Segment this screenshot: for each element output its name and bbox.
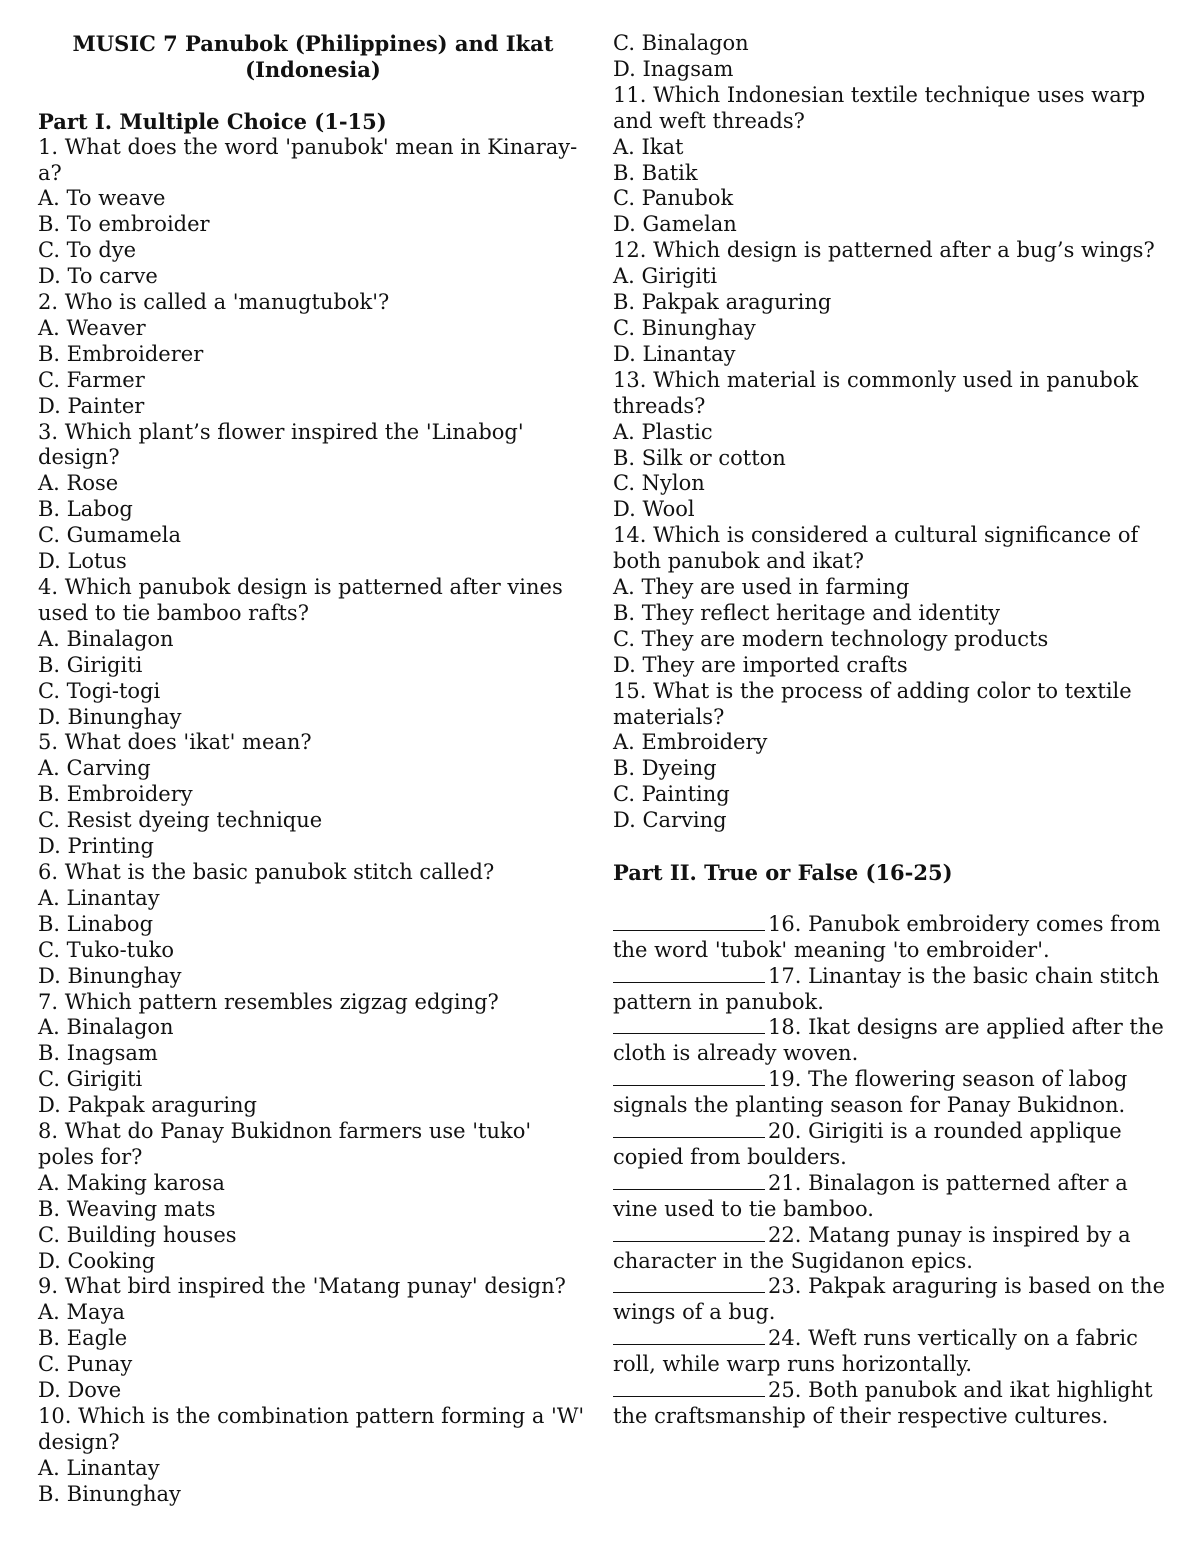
question-line-left-29: 6. What is the basic panubok stitch called? — [38, 859, 495, 884]
question-line-right-18: C. Nylon — [613, 471, 705, 496]
answer-blank[interactable] — [613, 964, 765, 983]
question-line-left-16: C. Gumamela — [38, 523, 181, 548]
tf-statement: 20. Girigiti is a rounded applique — [768, 1119, 1122, 1144]
question-line-left-48: C. Punay — [38, 1352, 133, 1377]
tf-item — [613, 1274, 1178, 1300]
tf-statement-continued: cloth is already woven. — [613, 1041, 859, 1066]
question-list-right — [613, 31, 1178, 834]
question-line-right-8: D. Gamelan — [613, 212, 737, 237]
question-line-right-4: and weft threads? — [613, 108, 805, 133]
question-line-left-9: B. Embroiderer — [38, 341, 204, 366]
question-line-left-22: C. Togi-togi — [38, 678, 161, 703]
tf-statement: 21. Binalagon is patterned after a — [768, 1170, 1128, 1195]
tf-statement: 17. Linantay is the basic chain stitch — [768, 963, 1160, 988]
question-line-right-9: 12. Which design is patterned after a bug’s wings? — [613, 238, 1155, 263]
question-line-right-28: A. Embroidery — [613, 730, 768, 755]
question-line-left-8: A. Weaver — [38, 315, 146, 340]
answer-blank[interactable] — [613, 1326, 765, 1345]
tf-item — [613, 912, 1178, 938]
question-line-left-15: B. Labog — [38, 497, 133, 522]
question-line-right-16: A. Plastic — [613, 419, 713, 444]
question-line-right-12: C. Binunghay — [613, 315, 756, 340]
page-title-line-2: (Indonesia) — [245, 56, 381, 82]
spacer — [38, 83, 598, 109]
question-line-left-11: D. Painter — [38, 393, 145, 418]
question-line-right-15: threads? — [613, 393, 706, 418]
right-column — [613, 31, 1178, 1430]
question-line-left-5: C. To dye — [38, 238, 137, 263]
question-line-left-4: B. To embroider — [38, 212, 210, 237]
question-line-left-42: B. Weaving mats — [38, 1196, 216, 1221]
question-line-right-19: D. Wool — [613, 497, 695, 522]
question-line-left-46: A. Maya — [38, 1300, 125, 1325]
question-line-right-20: 14. Which is considered a cultural significance of — [613, 523, 1139, 548]
answer-blank[interactable] — [613, 912, 765, 931]
part2-heading: Part II. True or False (16-25) — [613, 859, 953, 885]
tf-item — [613, 1015, 1178, 1041]
true-false-list — [613, 912, 1178, 1430]
question-line-left-39: 8. What do Panay Bukidnon farmers use 'tuko' — [38, 1119, 532, 1144]
tf-item — [613, 1119, 1178, 1145]
tf-item — [613, 1067, 1178, 1093]
tf-statement-continued: the word 'tubok' meaning 'to embroider'. — [613, 937, 1050, 962]
question-line-left-33: D. Binunghay — [38, 963, 182, 988]
question-line-left-41: A. Making karosa — [38, 1170, 225, 1195]
question-line-right-27: materials? — [613, 704, 725, 729]
page-title-line-1: MUSIC 7 Panubok (Philippines) and Ikat — [72, 31, 554, 56]
question-line-left-50: 10. Which is the combination pattern forming a 'W' — [38, 1404, 585, 1429]
question-line-left-35: A. Binalagon — [38, 1015, 174, 1040]
question-line-right-25: D. They are imported crafts — [613, 652, 908, 677]
question-line-left-19: used to tie bamboo rafts? — [38, 600, 309, 625]
question-line-right-24: C. They are modern technology products — [613, 626, 1049, 651]
question-line-right-30: C. Painting — [613, 782, 730, 807]
tf-statement-continued: character in the Sugidanon epics. — [613, 1248, 973, 1273]
tf-statement: 18. Ikat designs are applied after the — [768, 1015, 1164, 1040]
question-line-left-38: D. Pakpak araguring — [38, 1093, 258, 1118]
question-line-right-23: B. They reflect heritage and identity — [613, 600, 1001, 625]
answer-blank[interactable] — [613, 1378, 765, 1397]
question-line-right-17: B. Silk or cotton — [613, 445, 786, 470]
question-line-left-20: A. Binalagon — [38, 626, 174, 651]
question-line-left-14: A. Rose — [38, 471, 119, 496]
question-line-right-10: A. Girigiti — [613, 264, 718, 289]
question-line-right-7: C. Panubok — [613, 186, 734, 211]
question-line-left-23: D. Binunghay — [38, 704, 182, 729]
question-line-left-37: C. Girigiti — [38, 1067, 143, 1092]
question-line-left-13: design? — [38, 445, 120, 470]
tf-statement-continued: vine used to tie bamboo. — [613, 1196, 874, 1221]
answer-blank[interactable] — [613, 1223, 765, 1242]
tf-statement: 19. The flowering season of labog — [768, 1067, 1128, 1092]
spacer — [613, 834, 1178, 860]
question-line-left-34: 7. Which pattern resembles zigzag edging? — [38, 989, 499, 1014]
question-line-left-18: 4. Which panubok design is patterned after vines — [38, 575, 563, 600]
question-line-left-1: 1. What does the word 'panubok' mean in Kinaray- — [38, 134, 578, 159]
question-line-right-11: B. Pakpak araguring — [613, 290, 832, 315]
tf-statement: 24. Weft runs vertically on a fabric — [768, 1326, 1138, 1351]
question-line-right-29: B. Dyeing — [613, 756, 717, 781]
tf-statement: 16. Panubok embroidery comes from — [768, 911, 1161, 936]
question-line-left-7: 2. Who is called a 'manugtubok'? — [38, 290, 390, 315]
question-line-right-3: 11. Which Indonesian textile technique uses warp — [613, 82, 1146, 107]
question-line-left-36: B. Inagsam — [38, 1041, 158, 1066]
question-line-left-40: poles for? — [38, 1144, 143, 1169]
tf-item — [613, 1326, 1178, 1352]
tf-statement: 22. Matang punay is inspired by a — [768, 1222, 1131, 1247]
answer-blank[interactable] — [613, 1119, 765, 1138]
question-line-left-3: A. To weave — [38, 186, 166, 211]
question-list-left — [38, 135, 598, 1508]
question-line-left-32: C. Tuko-tuko — [38, 937, 174, 962]
question-line-right-1: C. Binalagon — [613, 31, 749, 55]
tf-statement-continued: pattern in panubok. — [613, 989, 824, 1014]
question-line-left-43: C. Building houses — [38, 1222, 237, 1247]
question-line-left-21: B. Girigiti — [38, 652, 143, 677]
question-line-left-10: C. Farmer — [38, 367, 145, 392]
question-line-left-53: B. Binunghay — [38, 1481, 181, 1506]
question-line-left-51: design? — [38, 1429, 120, 1454]
question-line-left-28: D. Printing — [38, 834, 154, 859]
tf-statement-continued: the craftsmanship of their respective cultures. — [613, 1404, 1109, 1428]
answer-blank[interactable] — [613, 1274, 765, 1293]
left-column — [38, 31, 598, 1508]
tf-item — [613, 964, 1178, 990]
part1-heading: Part I. Multiple Choice (1-15) — [38, 108, 387, 134]
tf-item — [613, 1171, 1178, 1197]
question-line-right-13: D. Linantay — [613, 341, 736, 366]
question-line-right-21: both panubok and ikat? — [613, 549, 865, 574]
tf-item — [613, 1223, 1178, 1249]
question-line-right-22: A. They are used in farming — [613, 575, 910, 600]
question-line-right-2: D. Inagsam — [613, 56, 734, 81]
question-line-left-25: A. Carving — [38, 756, 151, 781]
question-line-right-26: 15. What is the process of adding color to textile — [613, 678, 1132, 703]
question-line-left-47: B. Eagle — [38, 1326, 128, 1351]
tf-statement-continued: signals the planting season for Panay Bukidnon. — [613, 1093, 1126, 1118]
question-line-left-27: C. Resist dyeing technique — [38, 808, 323, 833]
question-line-right-14: 13. Which material is commonly used in panubok — [613, 367, 1139, 392]
tf-statement-continued: wings of a bug. — [613, 1300, 776, 1325]
tf-statement: 25. Both panubok and ikat highlight — [768, 1378, 1153, 1403]
question-line-left-44: D. Cooking — [38, 1248, 156, 1273]
question-line-left-26: B. Embroidery — [38, 782, 193, 807]
spacer — [613, 886, 1178, 912]
question-line-left-49: D. Dove — [38, 1378, 122, 1403]
question-line-right-5: A. Ikat — [613, 134, 684, 159]
question-line-left-17: D. Lotus — [38, 549, 127, 574]
question-line-right-6: B. Batik — [613, 160, 698, 185]
question-line-left-24: 5. What does 'ikat' mean? — [38, 730, 312, 755]
question-line-left-12: 3. Which plant’s flower inspired the 'Linabog' — [38, 419, 524, 444]
question-line-left-52: A. Linantay — [38, 1455, 160, 1480]
tf-statement-continued: copied from boulders. — [613, 1144, 847, 1169]
question-line-left-2: a? — [38, 160, 62, 185]
answer-blank[interactable] — [613, 1171, 765, 1190]
question-line-right-31: D. Carving — [613, 808, 727, 833]
question-line-left-31: B. Linabog — [38, 911, 154, 936]
tf-statement-continued: roll, while warp runs horizontally. — [613, 1352, 972, 1377]
question-line-left-45: 9. What bird inspired the 'Matang punay' design? — [38, 1274, 566, 1299]
tf-item — [613, 1378, 1178, 1404]
tf-statement: 23. Pakpak araguring is based on the — [768, 1274, 1166, 1299]
answer-blank[interactable] — [613, 1015, 765, 1034]
answer-blank[interactable] — [613, 1067, 765, 1086]
question-line-left-6: D. To carve — [38, 264, 158, 289]
question-line-left-30: A. Linantay — [38, 885, 160, 910]
